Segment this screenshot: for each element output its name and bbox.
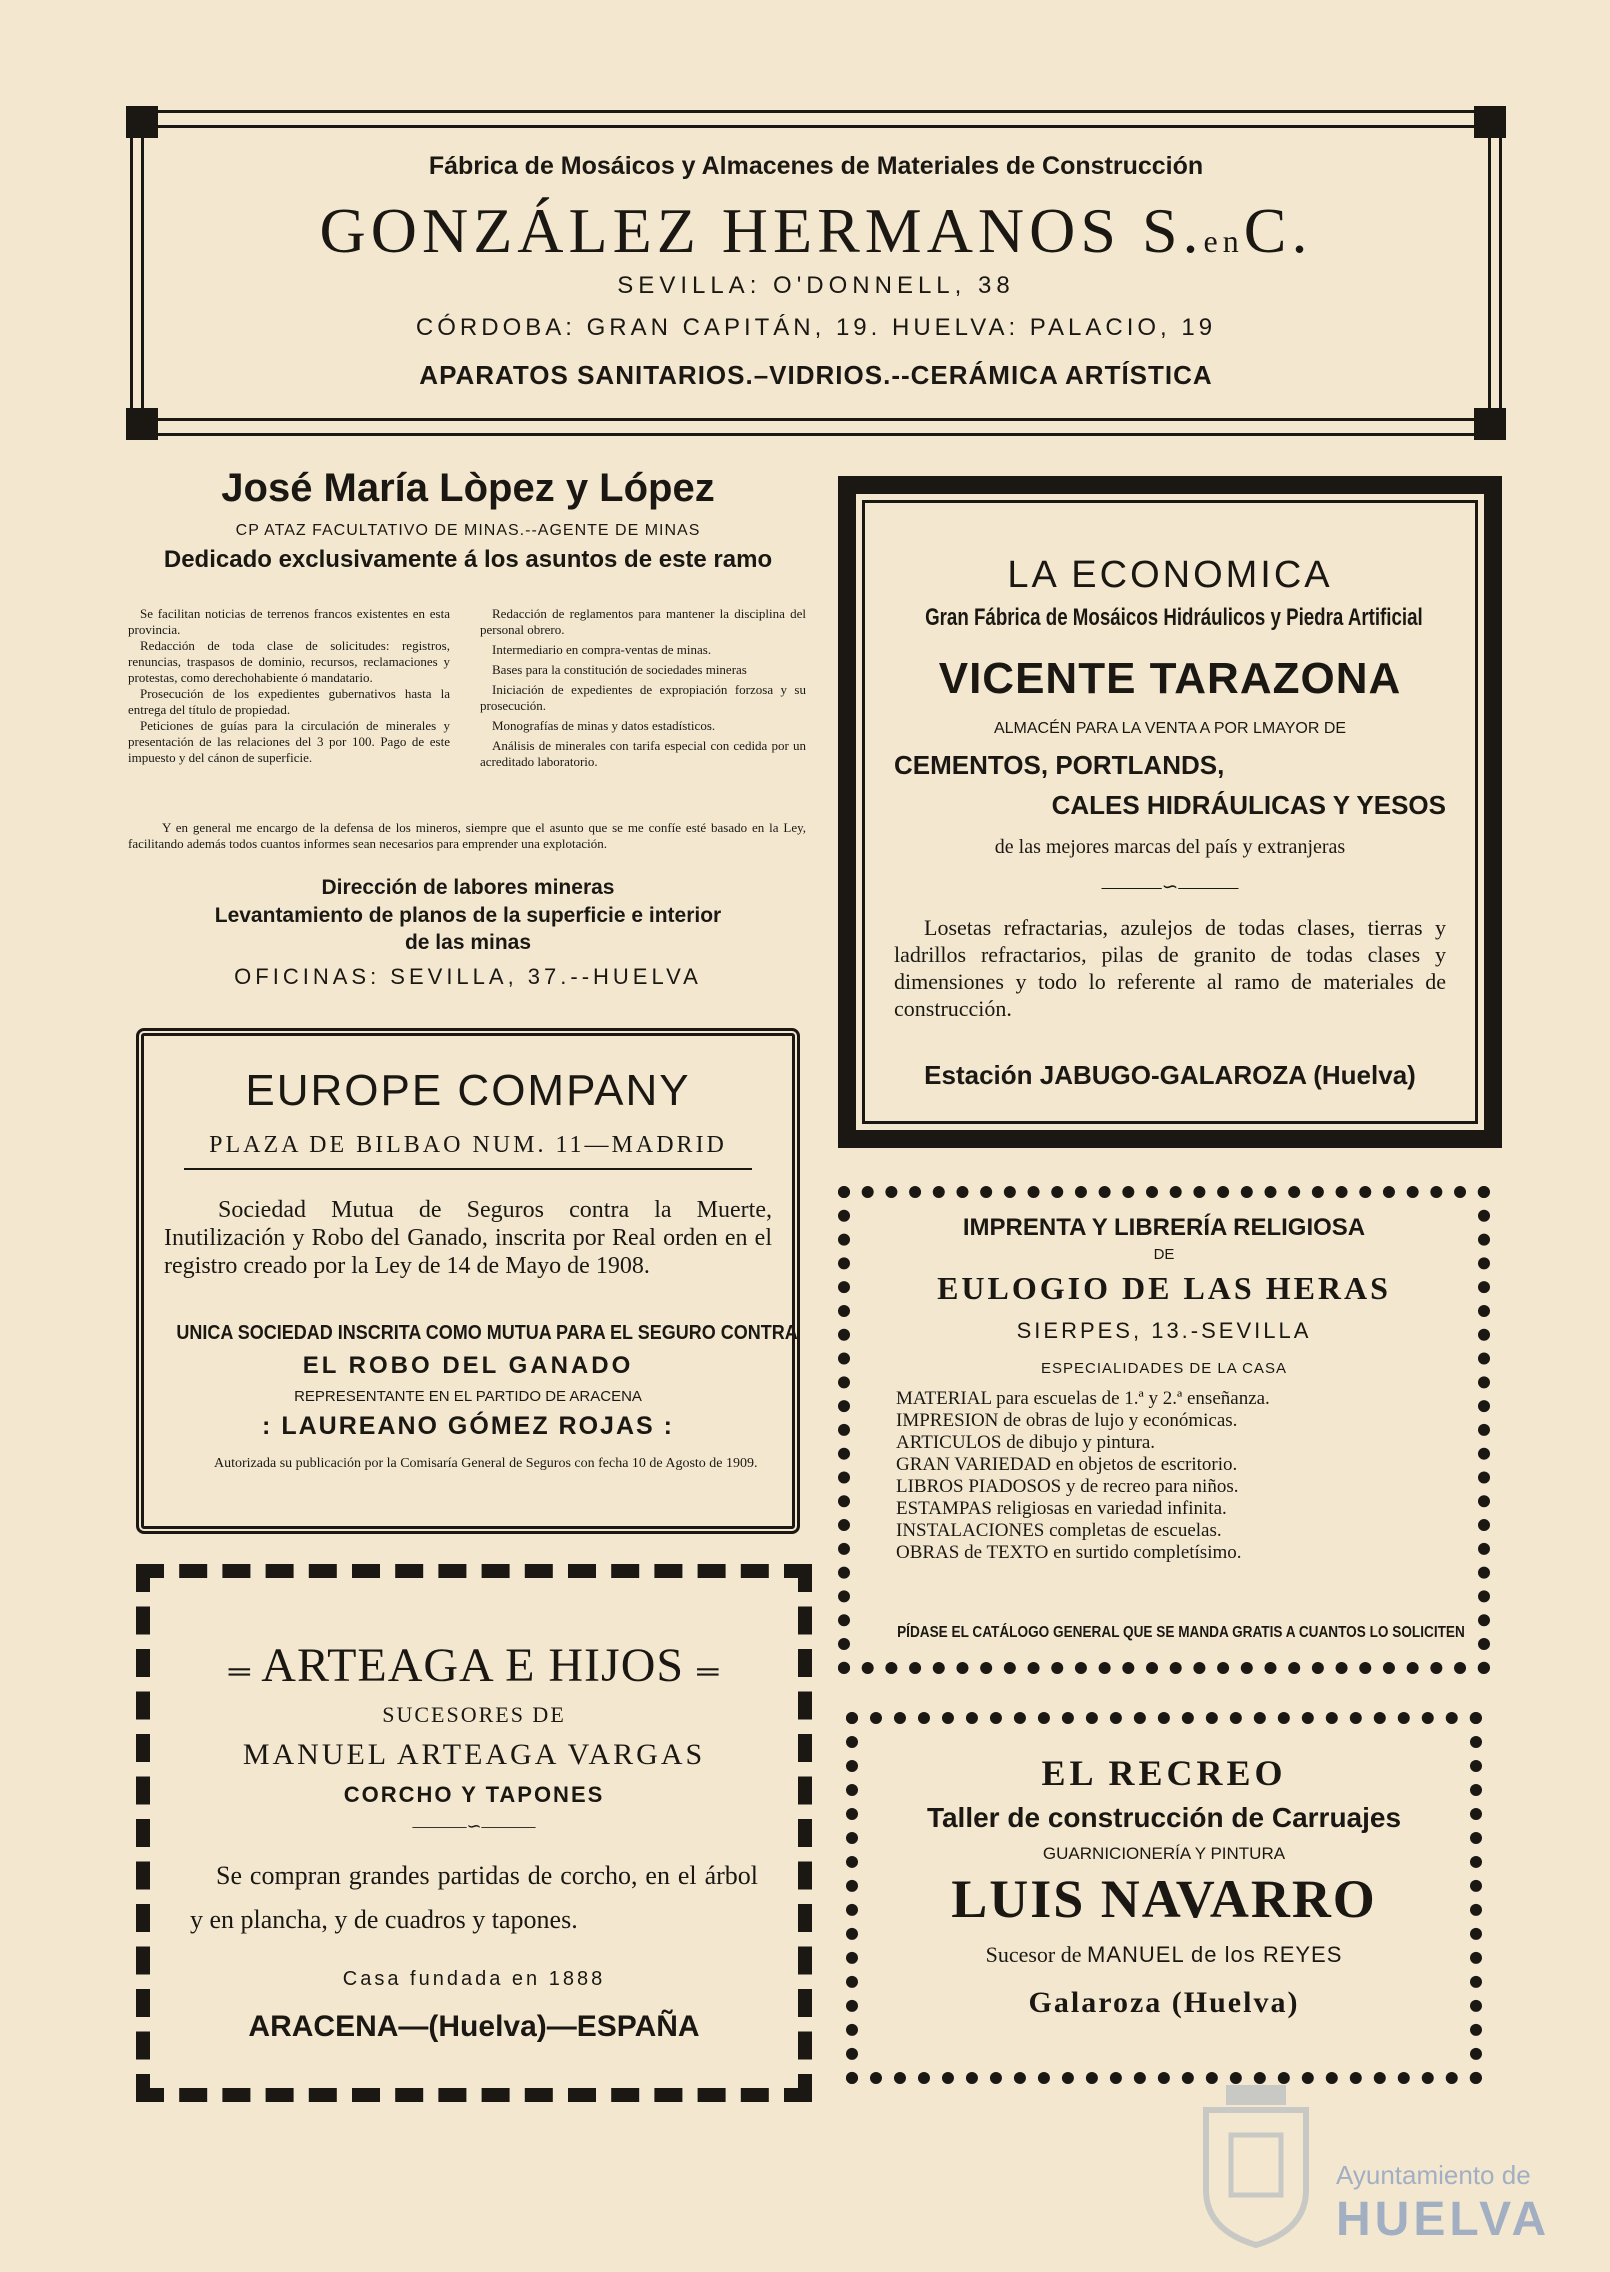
heras-catalog: PÍDASE EL CATÁLOGO GENERAL QUE SE MANDA GRATIS A CUANTOS LO SOLICITEN [897, 1624, 1465, 1641]
products-line: APARATOS SANITARIOS.–VIDRIOS.--CERÁMICA ARTÍSTICA [419, 360, 1213, 390]
heras-address: SIERPES, 13.-SEVILLA [1016, 1318, 1312, 1343]
lopez-name: José María Lòpez y López [221, 466, 715, 510]
europe-rep-name: : LAUREANO GÓMEZ ROJAS : [262, 1412, 674, 1440]
la-economica-ad [838, 476, 1502, 1148]
arteaga-products: CORCHO Y TAPONES [343, 1782, 605, 1807]
lopez-col1-p4: Peticiones de guías para la circulación de minerales y presentación de las relaciones del 3 por 100. Pago de este impuesto y del cánon de superficie. [128, 718, 450, 765]
heras-item: GRAN VARIEDAD en objetos de escritorio. [896, 1454, 1238, 1475]
heras-item: ARTICULOS de dibujo y pintura. [896, 1432, 1156, 1453]
address-cordoba-huelva: CÓRDOBA: GRAN CAPITÁN, 19. HUELVA: PALACIO, 19 [415, 314, 1217, 341]
economica-brands: de las mejores marcas del país y extranjeras [994, 836, 1346, 858]
lopez-ad [128, 462, 808, 1002]
el-recreo-ad [846, 1712, 1482, 2084]
watermark-line1: Ayuntamiento de [1336, 2160, 1531, 2190]
corner-ornament [1474, 106, 1506, 138]
heras-specialties: ESPECIALIDADES DE LA CASA [1041, 1360, 1287, 1377]
lopez-services3: de las minas [404, 931, 532, 954]
arteaga-founder: MANUEL ARTEAGA VARGAS [242, 1738, 706, 1771]
recreo-workshop: Taller de construcción de Carruajes [926, 1802, 1402, 1833]
economica-title: LA ECONOMICA [1007, 554, 1333, 596]
arteaga-location: ARACENA—(Huelva)—ESPAÑA [248, 2010, 700, 2043]
economica-subtitle: Gran Fábrica de Mosáicos Hidráulicos y Piedra Artificial [925, 604, 1423, 631]
recreo-extra: GUARNICIONERÍA Y PINTURA [1042, 1844, 1286, 1863]
heras-title: IMPRENTA Y LIBRERÍA RELIGIOSA [962, 1214, 1366, 1241]
divider [184, 1168, 752, 1170]
lopez-col1-p2: Redacción de toda clase de solicitudes: registros, renuncias, traspasos de dominio, recursos, reclamaciones y protestas, como derechohabiente ó mandatario. [128, 638, 450, 685]
recreo-successor-name: MANUEL de los REYES [1087, 1942, 1343, 1967]
economica-prod1: CEMENTOS, PORTLANDS, [894, 750, 1225, 780]
heras-item: INSTALACIONES completas de escuelas. [896, 1520, 1222, 1541]
lopez-col2-p6: Análisis de minerales con tarifa especial con cedida por un acreditado laboratorio. [480, 738, 806, 769]
company-name-suffix: C. [1243, 195, 1313, 266]
corner-ornament [126, 408, 158, 440]
europe-address: PLAZA DE BILBAO NUM. 11—MADRID [209, 1132, 727, 1158]
lopez-col2-p3: Bases para la constitución de sociedades mineras [492, 662, 747, 677]
arteaga-title-row [150, 1638, 798, 1693]
corner-ornament [1474, 408, 1506, 440]
heras-de: DE [1153, 1246, 1175, 1263]
heras-item: LIBROS PIADOSOS y de recreo para niños. [896, 1476, 1239, 1497]
europe-title: EUROPE COMPANY [245, 1066, 691, 1115]
lopez-col1 [128, 606, 450, 766]
ornament-dash-left: ═ [228, 1655, 251, 1688]
lopez-services2: Levantamiento de planos de la superficie e interior [214, 904, 722, 927]
arteaga-successors: SUCESORES DE [382, 1702, 566, 1727]
arteaga-body: Se compran grandes partidas de corcho, en el árbol y en plancha, y de cuadros y tapones. [190, 1861, 758, 1934]
lopez-col1-p1: Se facilitan noticias de terrenos francos existentes en esta provincia. [128, 606, 450, 637]
lopez-general: Y en general me encargo de la defensa de los mineros, siempre que el asunto que se me confíe esté basado en la Ley, facilitando además todos cuantos informes sean necesarios para emprender una explotación. [128, 820, 806, 851]
europe-unique: UNICA SOCIEDAD INSCRITA COMO MUTUA PARA EL SEGURO CONTRA [176, 1322, 798, 1344]
lopez-offices: OFICINAS: SEVILLA, 37.--HUELVA [234, 964, 702, 989]
lopez-dedicated: Dedicado exclusivamente á los asuntos de este ramo [163, 546, 773, 573]
recreo-location: Galaroza (Huelva) [1028, 1986, 1300, 2019]
heras-item: OBRAS de TEXTO en surtido completísimo. [896, 1542, 1242, 1563]
company-name-main: GONZÁLEZ HERMANOS S. [319, 195, 1204, 266]
lopez-col2-p4: Iniciación de expedientes de expropiación forzosa y su prosecución. [480, 682, 806, 713]
arteaga-ad [136, 1564, 812, 2102]
factory-line: Fábrica de Mosáicos y Almacenes de Materiales de Construcción [428, 152, 1204, 180]
recreo-owner: LUIS NAVARRO [951, 1869, 1377, 1929]
arteaga-founded: Casa fundada en 1888 [342, 1968, 606, 1990]
economica-owner: VICENTE TARAZONA [938, 654, 1402, 703]
recreo-title: EL RECREO [1041, 1753, 1287, 1793]
lopez-col2 [480, 606, 806, 770]
arteaga-title: ARTEAGA E HIJOS [261, 1639, 685, 1692]
europe-body: Sociedad Mutua de Seguros contra la Muerte, Inutilización y Robo del Ganado, inscrita por Real orden en el registro creado por la Ley de 14 de Mayo de 1908. [164, 1197, 772, 1279]
ornament-rule: ———∽——— [412, 1816, 536, 1836]
company-name-en: en [1203, 223, 1244, 259]
eulogio-de-las-heras-ad [838, 1186, 1490, 1674]
lopez-col1-p3: Prosecución de los expedientes gubernativos hasta la entrega del título de propiedad. [128, 686, 450, 717]
ornament-rule: ———∽——— [1101, 876, 1239, 898]
shield-icon [1196, 2080, 1316, 2250]
europe-theft: EL ROBO DEL GANADO [302, 1352, 634, 1379]
europe-authorized: Autorizada su publicación por la Comisaría General de Seguros con fecha 10 de Agosto de 1909. [214, 1456, 758, 1471]
lopez-col2-p2: Intermediario en compra-ventas de minas. [492, 642, 712, 657]
recreo-successor [858, 1942, 1470, 1968]
gonzalez-hermanos-ad [126, 106, 1506, 440]
heras-item: MATERIAL para escuelas de 1.ª y 2.ª enseñanza. [896, 1388, 1270, 1409]
heras-name: EULOGIO DE LAS HERAS [937, 1270, 1391, 1306]
lopez-services1: Dirección de labores mineras [321, 876, 615, 899]
ornament-dash-right: ═ [697, 1655, 720, 1688]
corner-ornament [126, 106, 158, 138]
bottom-rule [146, 418, 1486, 436]
europe-rep: REPRESENTANTE EN EL PARTIDO DE ARACENA [294, 1388, 642, 1405]
heras-item: IMPRESION de obras de lujo y económicas. [896, 1410, 1238, 1431]
economica-store: ALMACÉN PARA LA VENTA A POR LMAYOR DE [993, 720, 1347, 737]
lopez-subtitle: CP ATAZ FACULTATIVO DE MINAS.--AGENTE DE MINAS [235, 522, 701, 539]
lopez-col2-p5: Monografías de minas y datos estadísticos. [492, 718, 716, 733]
company-name [126, 194, 1506, 268]
lopez-col2-p1: Redacción de reglamentos para mantener la disciplina del personal obrero. [480, 606, 806, 637]
address-sevilla: SEVILLA: O'DONNELL, 38 [617, 272, 1015, 299]
economica-prod2: CALES HIDRÁULICAS Y YESOS [1051, 790, 1446, 820]
europe-company-ad [136, 1028, 800, 1534]
top-rule [146, 110, 1486, 128]
economica-body: Losetas refractarias, azulejos de todas clases, tierras y ladrillos refractarios, pilas de granito de todas clases y dimensiones y todo lo referente al ramo de materiales de construcción. [894, 915, 1446, 1021]
heras-item: ESTAMPAS religiosas en variedad infinita. [896, 1498, 1227, 1519]
heras-list [896, 1388, 1270, 1564]
recreo-successor-prefix: Sucesor de [985, 1942, 1082, 1967]
watermark-line2: HUELVA [1336, 2193, 1551, 2246]
economica-station: Estación JABUGO-GALAROZA (Huelva) [924, 1060, 1416, 1090]
